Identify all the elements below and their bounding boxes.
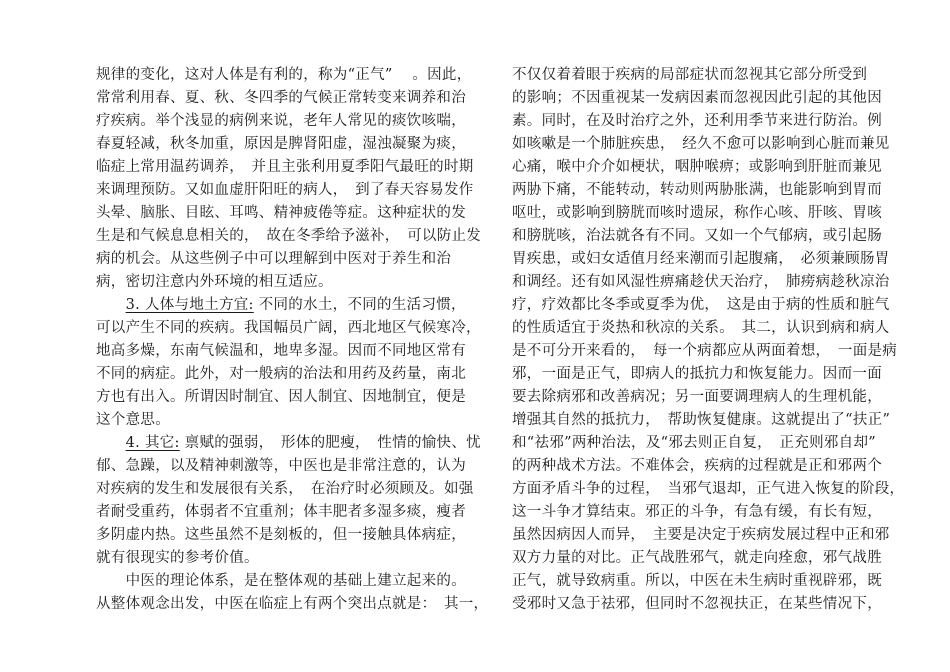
text-line: 方也有出入。所谓因时制宜、因人制宜、因地制宜，便是 [96, 389, 466, 405]
text-line: 和膀胱咳，治法就各有不同。又如一个气郁病，或引起肠 [512, 228, 882, 244]
text-line: 头晕、脑胀、目眩、耳鸣、精神疲倦等症。这种症状的发 [96, 205, 466, 221]
text-line: 这一斗争才算结束。邪正的斗争，有急有缓，有长有短， [512, 504, 882, 520]
text-line: 方面矛盾斗争的过程， 当邪气退却，正气进入恢复的阶段， [512, 481, 905, 497]
text-line: 胃疾患，或妇女适值月经来潮而引起腹痛， 必须兼顾肠胃 [512, 251, 890, 267]
text-line: 心痛，喉中介介如梗状，咽肿喉痹；或影响到肝脏而兼见 [512, 159, 882, 175]
text-line: 临症上常用温药调养， 并且主张利用夏季阳气最旺的时期 [96, 159, 474, 175]
text-line: 不仅仅着着眼于疾病的局部症状而忽视其它部分所受到 [512, 67, 868, 83]
text-line: 郁、急躁，以及精神刺激等，中医也是非常注意的，认为 [96, 458, 466, 474]
section-4-heading-line: 4. 其它: 禀赋的强弱， 形体的肥瘦， 性情的愉快、忧 [125, 435, 481, 451]
text-line: 疗，疗效都比冬季或夏季为优， 这是由于病的性质和脏气 [512, 297, 890, 313]
text-line: 春夏轻减，秋冬加重，原因是脾肾阳虚，湿浊凝聚为痰， [96, 136, 466, 152]
text-line: 对疾病的发生和发展很有关系， 在治疗时必须顾及。如强 [96, 481, 474, 497]
text-line: 地高多燥，东南气候温和，地卑多湿。因而不同地区常有 [96, 343, 466, 359]
text-line: 增强其自然的抵抗力， 帮助恢复健康。这就提出了“扶正” [512, 412, 891, 428]
text-line: 正气，就导致病重。所以，中医在未生病时重视辟邪，既 [512, 573, 882, 589]
section-3-heading-line: 3. 人体与地土方宜: 不同的水土，不同的生活习惯， [125, 297, 466, 313]
right-column [512, 64, 904, 616]
text-line: 受邪时又急于祛邪，但同时不忽视扶正，在某些情况下， [512, 596, 882, 612]
section-heading: 4. 其它: [125, 435, 180, 451]
text-line: 是不可分开来看的， 每一个病都应从两面着想， 一面是病 [512, 343, 898, 359]
text-line: 的两种战术方法。不难体会，疾病的过程就是正和邪两个 [512, 458, 882, 474]
text-line: 邪，一面是正气，即病人的抵抗力和恢复能力。因而一面 [512, 366, 882, 382]
left-column [96, 64, 496, 616]
text-line: 双方力量的对比。正气战胜邪气，就走向痊愈，邪气战胜 [512, 550, 882, 566]
section-heading: 3. 人体与地土方宜: [125, 297, 254, 313]
text-line: 如咳嗽是一个肺脏疾患， 经久不愈可以影响到心脏而兼见 [512, 136, 890, 152]
text-line: 的性质适宜于炎热和秋凉的关系。 其二，认识到病和病人 [512, 320, 890, 336]
text-line: 不同的病症。此外，对一般病的治法和用药及药量，南北 [96, 366, 466, 382]
text-line: 来调理预防。又如血虚肝阳旺的病人， 到了春天容易发作 [96, 182, 474, 198]
text-line: 的影响；不因重视某一发病因素而忽视因此引起的其他因 [512, 90, 882, 106]
text-line: 和“祛邪”两种治法，及“邪去则正自复， 正充则邪自却” [512, 435, 876, 451]
text-line: 要去除病邪和改善病况；另一面要调理病人的生理机能， [512, 389, 882, 405]
text-line: 中医的理论体系，是在整体观的基础上建立起来的。 [96, 573, 466, 589]
text-line: 和调经。还有如风湿性痹痛趁伏天治疗， 肺痨病趁秋凉治 [512, 274, 890, 290]
text-line: 病的机会。从这些例子中可以理解到中医对于养生和治 [96, 251, 452, 267]
text-line: 就有很现实的参考价值。 [96, 550, 259, 566]
text-line: 常常利用春、夏、秋、冬四季的气候正常转变来调养和治 [96, 90, 466, 106]
text-line: 素。同时，在及时治疗之外，还利用季节来进行防治。例 [512, 113, 882, 129]
text-line: 规律的变化，这对人体是有利的，称为“正气” 。因此， [96, 67, 472, 83]
text-line: 从整体观念出发，中医在临症上有两个突出点就是： 其一， [96, 596, 489, 612]
text-line: 可以产生不同的疾病。我国幅员广阔，西北地区气候寒冷， [96, 320, 481, 336]
text-line: 多阴虚内热。这些虽然不是刻板的，但一接触具体病症， [96, 527, 466, 543]
text-line: 呕吐，或影响到膀胱而咳时遗尿，称作心咳、肝咳、胃咳 [512, 205, 882, 221]
text-line: 两胁下痛，不能转动，转动则两胁胀满，也能影响到胃而 [512, 182, 882, 198]
text-line: 生是和气候息息相关的， 故在冬季给予滋补， 可以防止发 [96, 228, 482, 244]
text-line: 这个意思。 [96, 412, 170, 428]
text-line: 者耐受重药，体弱者不宜重剂；体丰肥者多湿多痰，瘦者 [96, 504, 466, 520]
text-line: 虽然因病因人而异， 主要是决定于疾病发展过程中正和邪 [512, 527, 890, 543]
text-line: 疗疾病。举个浅显的病例来说，老年人常见的痰饮咳喘， [96, 113, 466, 129]
text-line: 病，密切注意内外环境的相互适应。 [96, 274, 333, 290]
